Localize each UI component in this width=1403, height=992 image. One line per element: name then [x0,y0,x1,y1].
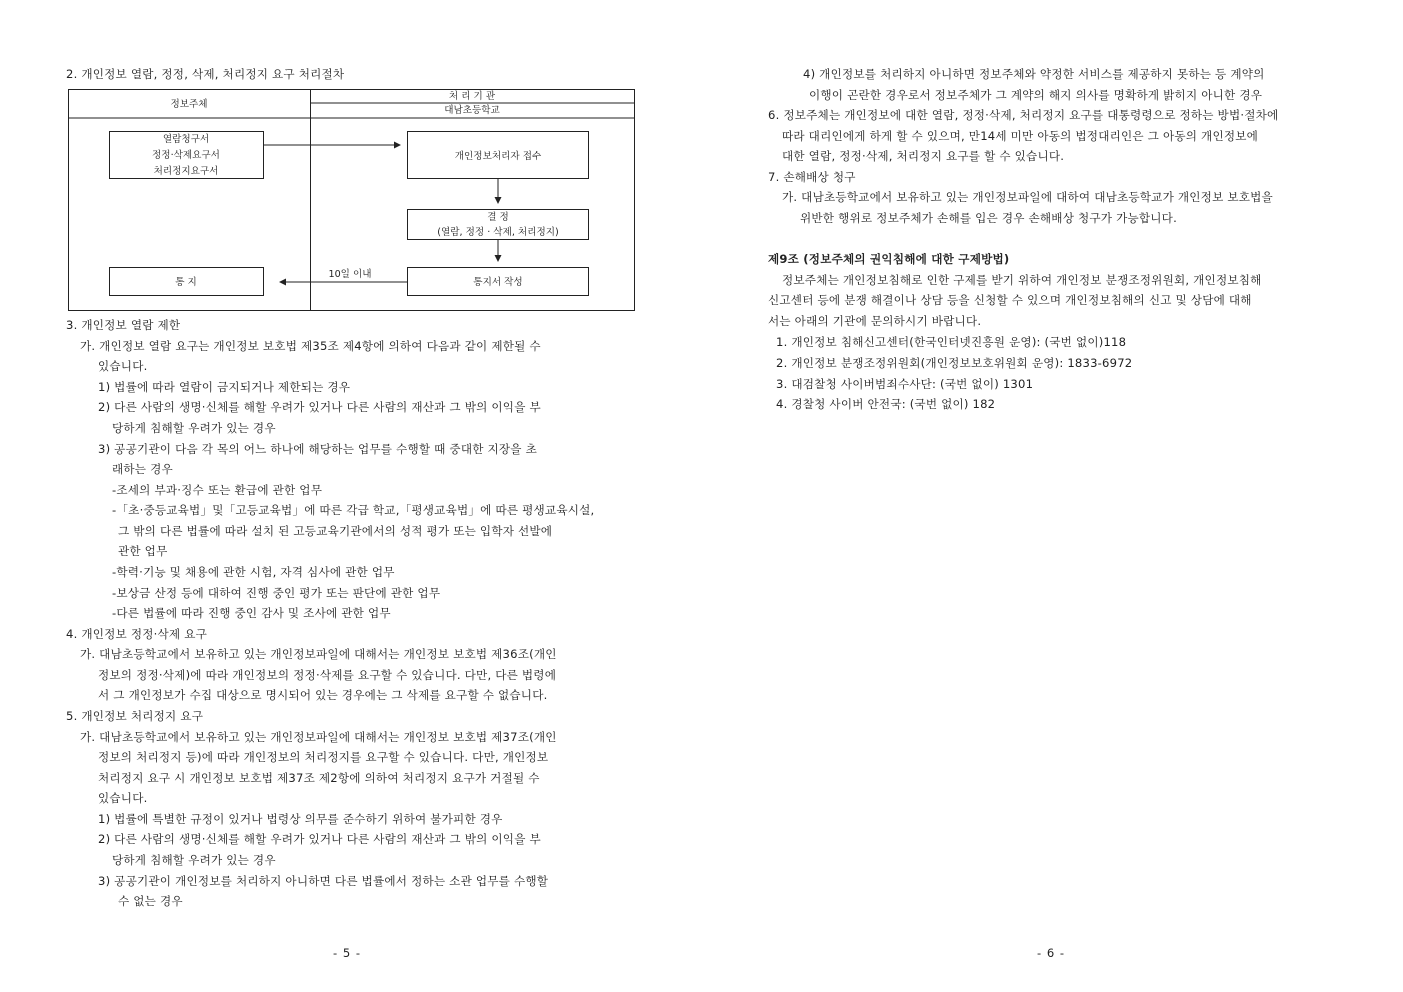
contact-item: 4. 경찰청 사이버 안전국: (국번 없이) 182 [776,397,996,411]
contact-item: 2. 개인정보 분쟁조정위원회(개인정보보호위원회 운영): 1833-6972 [776,356,1133,370]
text-line: 당하게 침해할 우려가 있는 경우 [112,853,276,867]
notify-label: 통 지 [175,277,197,288]
text-line: 대한 열람, 정정·삭제, 처리정지 요구를 할 수 있습니다. [782,149,1065,163]
request-line-2: 정정·삭제요구서 [152,150,220,161]
text-line: 정보의 정정·삭제)에 따라 개인정보의 정정·삭제를 요구할 수 있습니다. 다만, 다른 법령에 [98,668,557,682]
section-5-title: 5. 개인정보 처리정지 요구 [66,709,204,723]
page-number-left: - 5 - [333,946,362,960]
text-line: 서는 아래의 기관에 문의하시기 바랍니다. [768,314,982,328]
text-line: 위반한 행위로 정보주체가 손해를 입은 경우 손해배상 청구가 가능합니다. [800,211,1177,225]
text-line: 있습니다. [98,359,148,373]
decision-line-2: (열람, 정정 · 삭제, 처리정지) [437,227,559,238]
text-line: -「초·중등교육법」및「고등교육법」에 따른 각급 학교,「평생교육법」에 따른 평생교육시설, [112,503,595,517]
text-line: 정보주체는 개인정보침해로 인한 구제를 받기 위하여 개인정보 분쟁조정위원회, 개인정보침해 [782,273,1262,287]
section-3-title: 3. 개인정보 열람 제한 [66,318,181,332]
header-school: 대남초등학교 [444,105,500,116]
text-line: 수 없는 경우 [118,894,183,908]
text-line: 가. 대남초등학교에서 보유하고 있는 개인정보파일에 대해서는 개인정보 보호법 제37조(개인 [80,730,557,744]
header-subject: 정보주체 [170,99,208,110]
text-line: 관한 업무 [118,544,168,558]
text-line: 따라 대리인에게 하게 할 수 있으며, 만14세 미만 아동의 법정대리인은 그 아동의 개인정보에 [782,129,1259,143]
section-2-title: 2. 개인정보 열람, 정정, 삭제, 처리정지 요구 처리절차 [66,67,345,81]
request-line-1: 열람청구서 [162,134,210,145]
receipt-label: 개인정보처리자 접수 [454,151,542,162]
decision-line-1: 결 정 [487,212,509,223]
text-line: -학력·기능 및 채용에 관한 시험, 자격 심사에 관한 업무 [112,565,395,579]
process-flow-diagram [68,89,635,311]
text-line: 1) 법률에 따라 열람이 금지되거나 제한되는 경우 [98,380,351,394]
text-line: 2) 다른 사람의 생명·신체를 해할 우려가 있거나 다른 사람의 재산과 그 밖의 이익을 부 [98,832,541,846]
header-agency: 처 리 기 관 [448,91,496,102]
text-line: 이행이 곤란한 경우로서 정보주체가 그 계약의 해지 의사를 명확하게 밝히지 아니한 경우 [809,88,1263,102]
text-line: 서 그 개인정보가 수집 대상으로 명시되어 있는 경우에는 그 삭제를 요구할 수 없습니다. [98,688,548,702]
text-line: 그 밖의 다른 법률에 따라 설치 된 고등교육기관에서의 성적 평가 또는 입학자 선발에 [118,524,553,538]
text-line: -조세의 부과·징수 또는 환급에 관한 업무 [112,483,323,497]
text-line: -보상금 산정 등에 대하여 진행 중인 평가 또는 판단에 관한 업무 [112,586,441,600]
text-line: -다른 법률에 따라 진행 중인 감사 및 조사에 관한 업무 [112,606,391,620]
text-line: 2) 다른 사람의 생명·신체를 해할 우려가 있거나 다른 사람의 재산과 그 밖의 이익을 부 [98,400,541,414]
text-line: 정보의 처리정지 등)에 따라 개인정보의 처리정지를 요구할 수 있습니다. 다만, 개인정보 [98,750,549,764]
contact-item: 3. 대검찰청 사이버범죄수사단: (국번 없이) 1301 [776,377,1034,391]
text-line: 당하게 침해할 우려가 있는 경우 [112,421,276,435]
text-line: 3) 공공기관이 다음 각 목의 어느 하나에 해당하는 업무를 수행할 때 중대한 지장을 초 [98,442,537,456]
request-line-3: 처리정지요구서 [153,166,219,177]
text-line: 3) 공공기관이 개인정보를 처리하지 아니하면 다른 법률에서 정하는 소관 업무를 수행할 [98,874,549,888]
text-line: 래하는 경우 [112,462,173,476]
text-line: 있습니다. [98,791,148,805]
within-days-label: 10일 이내 [328,269,372,280]
contact-item: 1. 개인정보 침해신고센터(한국인터넷진흥원 운영): (국번 없이)118 [776,335,1127,349]
text-line: 처리정지 요구 시 개인정보 보호법 제37조 제2항에 의하여 처리정지 요구가 거절될 수 [98,771,540,785]
text-line: 4) 개인정보를 처리하지 아니하면 정보주체와 약정한 서비스를 제공하지 못하는 등 계약의 [803,67,1265,81]
notice-write-label: 통지서 작성 [473,277,523,288]
text-line: 가. 대남초등학교에서 보유하고 있는 개인정보파일에 대해서는 개인정보 보호법 제36조(개인 [80,647,557,661]
text-line: 1) 법률에 특별한 규정이 있거나 법령상 의무를 준수하기 위하여 불가피한 경우 [98,812,503,826]
text-line: 신고센터 등에 분쟁 해결이나 상담 등을 신청할 수 있으며 개인정보침해의 신고 및 상담에 대해 [768,293,1252,307]
article-9-title: 제9조 (정보주체의 권익침해에 대한 구제방법) [768,252,1010,266]
text-line: 6. 정보주체는 개인정보에 대한 열람, 정정·삭제, 처리정지 요구를 대통령령으로 정하는 방법·절차에 [768,108,1279,122]
text-line: 가. 대남초등학교에서 보유하고 있는 개인정보파일에 대하여 대남초등학교가 개인정보 보호법을 [782,190,1273,204]
section-7-title: 7. 손해배상 청구 [768,170,856,184]
page-number-right: - 6 - [1037,946,1066,960]
text-line: 가. 개인정보 열람 요구는 개인정보 보호법 제35조 제4항에 의하여 다음과 같이 제한될 수 [80,339,541,353]
section-4-title: 4. 개인정보 정정·삭제 요구 [66,627,207,641]
